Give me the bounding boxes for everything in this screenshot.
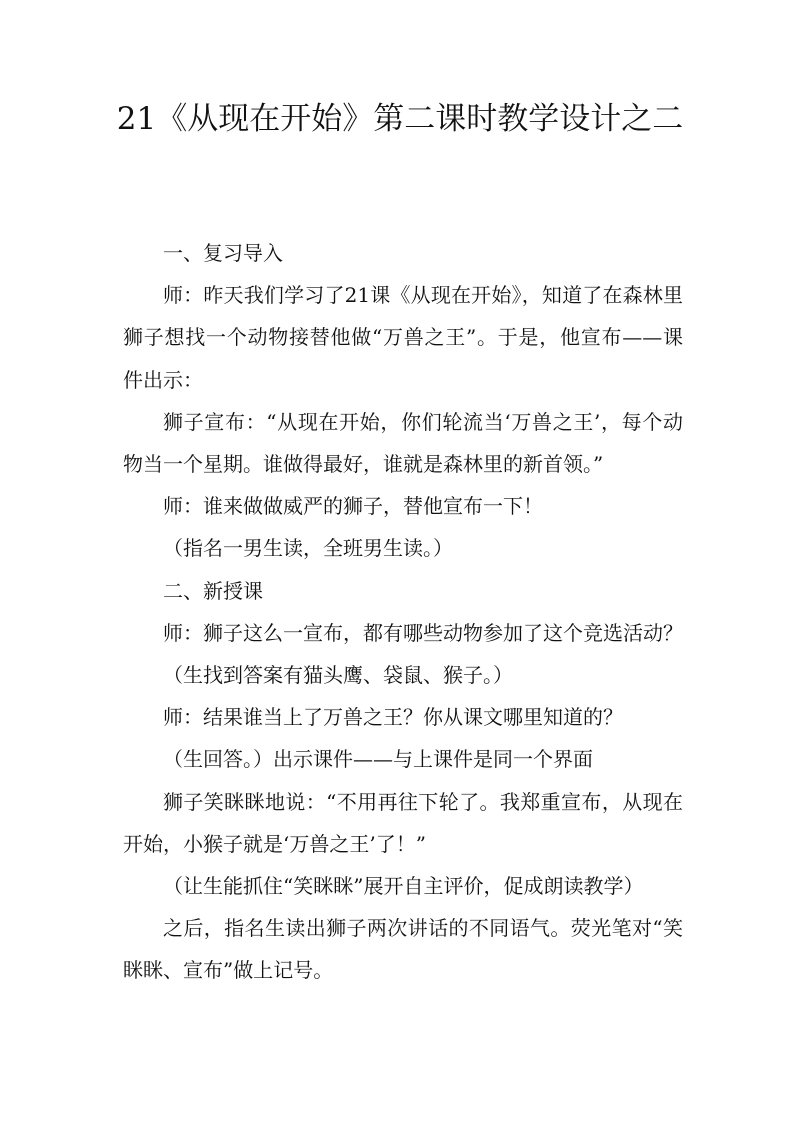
paragraph: 师：狮子这么一宣布，都有哪些动物参加了这个竞选活动？ <box>163 620 683 645</box>
paragraph-quote: 狮子宣布：“从现在开始，你们轮流当‘万兽之王’，每个动物当一个星期。谁做得最好，谁就是森林里的新首领。” <box>123 409 683 477</box>
paragraph: 之后，指名生读出狮子两次讲话的不同语气。荧光笔对“笑眯眯、宣布”做上记号。 <box>123 916 683 983</box>
paragraph: 师：结果谁当上了万兽之王？你从课文哪里知道的？ <box>163 705 623 730</box>
paragraph: 师：谁来做做威严的狮子，替他宣布一下！ <box>163 494 543 519</box>
paragraph-note: （让生能抓住“笑眯眯”展开自主评价，促成朗读教学） <box>163 874 644 899</box>
paragraph-note: （生找到答案有猫头鹰、袋鼠、猴子。） <box>163 663 513 688</box>
paragraph-note: （生回答。）出示课件——与上课件是同一个界面 <box>163 747 593 772</box>
paragraph-quote: 狮子笑眯眯地说：“不用再往下轮了。我郑重宣布，从现在开始，小猴子就是‘万兽之王’了！” <box>123 789 683 856</box>
section-heading-new-lesson: 二、新授课 <box>163 578 263 603</box>
document-body <box>123 232 683 992</box>
paragraph: 师：昨天我们学习了21课《从现在开始》，知道了在森林里狮子想找一个动物接替他做“万兽之王”。于是，他宣布——课件出示： <box>123 283 683 392</box>
paragraph-note: （指名一男生读，全班男生读。） <box>163 536 453 561</box>
section-heading-review: 一、复习导入 <box>163 241 283 265</box>
document-title: 21《从现在开始》第二课时教学设计之二 <box>116 101 684 137</box>
